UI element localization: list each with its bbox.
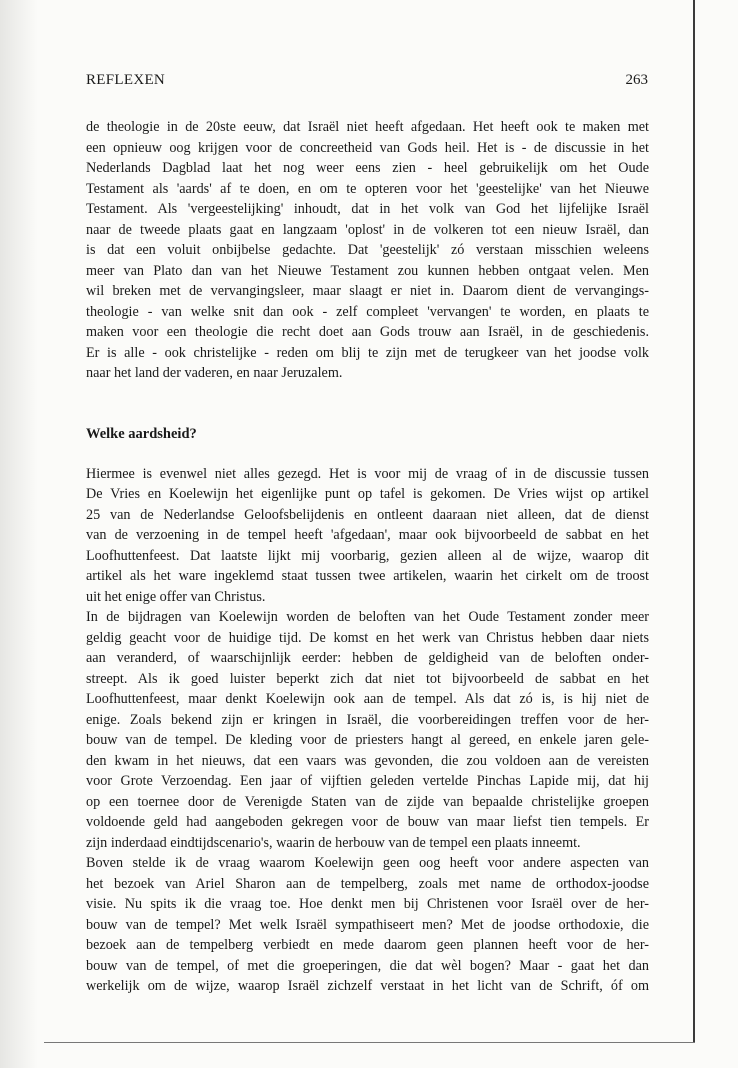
page-header	[86, 72, 648, 94]
text-line: is dat een voluit onbijbelse gedachte. Dat 'geestelijk' zó verstaan misschien weleens	[86, 242, 649, 258]
text-line: visie. Nu spits ik die vraag toe. Hoe denkt men bij Christenen voor Israël over de her-	[86, 896, 649, 912]
text-line: bouw van de tempel, of met die groeperingen, die dat wèl bogen? Maar - gaat het dan	[86, 957, 649, 974]
page-edge-right	[693, 0, 695, 1042]
text-line: 25 van de Nederlandse Geloofsbelijdenis en ontleent daaraan niet alleen, dat de dienst	[86, 506, 649, 523]
paragraph-3	[86, 607, 649, 853]
binding-shadow	[0, 0, 38, 1068]
text-line: werkelijk om de wijze, waarop Israël zichzelf verstaat in het licht van de Schrift, óf om	[86, 978, 649, 994]
text-line: bouw van de tempel. De kleding voor de priesters hangt al gereed, en enkele jaren gele-	[86, 732, 649, 748]
text-line: de theologie in de 20ste eeuw, dat Israël niet heeft afgedaan. Het heeft ook te maken met	[86, 119, 649, 135]
text-line: wil breken met de vervangingsleer, maar slaagt er niet in. Daarom dient de vervangings-	[86, 283, 649, 299]
text-line: theologie - van welke snit dan ook - zelf compleet 'vervangen' te worden, en plaats te	[86, 303, 649, 320]
text-line: aan veranderd, of waarschijnlijk eerder: hebben de geldigheid van de beloften onder-	[86, 650, 649, 666]
text-line: geldig geacht voor de huidige tijd. De komst en het werk van Christus hebben daar niets	[86, 629, 649, 646]
text-line: bezoek aan de tempelberg verbiedt en mede daarom geen plannen heeft voor de her-	[86, 937, 649, 953]
section-heading: Welke aardsheid?	[86, 425, 197, 442]
text-line: den kwam in het nieuws, dat een vaars was gevonden, die zou voldoen aan de vereisten	[86, 752, 649, 769]
text-line: Testament. Als 'vergeestelijking' inhoudt, dat in het volk van God het lijfelijke Israël	[86, 201, 649, 217]
text-line: artikel als het ware ingeklemd staat tussen twee artikelen, waarin het cirkelt om de troost	[86, 568, 649, 584]
text-line: In de bijdragen van Koelewijn worden de beloften van het Oude Testament zonder meer	[86, 609, 649, 625]
text-line: op een toernee door de Verenigde Staten van de zijde van bepaalde christelijke groepen	[86, 793, 649, 810]
text-line: van de verzoening in de tempel heeft 'afgedaan', maar ook bijvoorbeeld de sabbat en het	[86, 527, 649, 543]
text-line: het bezoek van Ariel Sharon aan de tempelberg, zoals met name de orthodox-joodse	[86, 875, 649, 892]
page-number: 263	[625, 72, 648, 88]
text-line: Er is alle - ook christelijke - reden om blij te zijn met de terugkeer van het joodse volk	[86, 344, 649, 361]
text-line: uit het enige offer van Christus.	[86, 588, 266, 605]
body-text	[86, 117, 649, 997]
text-line: naar het land der vaderen, en naar Jeruzalem.	[86, 365, 343, 381]
text-line: naar de tweede plaats gaat en langzaam 'oplost' in de volkeren tot een nieuw Israël, dan	[86, 221, 649, 238]
text-line: Nederlands Dagblad laat het nog weer eens zien - heel gebruikelijk om het Oude	[86, 160, 649, 176]
text-line: Loofhuttenfeest. Dat laatste lijkt mij voorbarig, gezien alleen al de wijze, waarop dit	[86, 547, 649, 564]
text-line: bouw van de tempel? Met welk Israël sympathiseert men? Met de joodse orthodoxie, die	[86, 916, 649, 933]
text-line: streept. Als ik goed luister beperkt zich dat niet tot bijvoorbeeld de sabbat en het	[86, 670, 649, 687]
text-line: Testament als 'aards' af te doen, en om te opteren voor het 'geestelijke' van het Nieuwe	[86, 180, 649, 197]
page-edge-bottom	[44, 1042, 695, 1043]
text-line: Boven stelde ik de vraag waarom Koelewijn geen oog heeft voor andere aspecten van	[86, 855, 649, 871]
text-line: meer van Plato dan van het Nieuwe Testament zou kunnen hebben ontgaat velen. Men	[86, 262, 649, 279]
text-line: voor Grote Verzoendag. Een jaar of vijftien geleden vertelde Pinchas Lapide mij, dat hij	[86, 773, 649, 789]
text-line: Loofhuttenfeest, maar denkt Koelewijn ook aan de tempel. Als dat zó is, is hij niet de	[86, 691, 649, 707]
paragraph-4	[86, 853, 649, 997]
paragraph-1	[86, 117, 649, 384]
running-head: REFLEXEN	[86, 72, 166, 88]
text-line: een opnieuw oog krijgen voor de concreetheid van Gods heil. Het is - de discussie in het	[86, 139, 649, 156]
text-line: zijn inderdaad eindtijdscenario's, waarin de herbouw van de tempel een plaats inneemt.	[86, 834, 581, 851]
text-line: Hiermee is evenwel niet alles gezegd. Het is voor mij de vraag of in de discussie tussen	[86, 465, 649, 482]
text-line: De Vries en Koelewijn het eigenlijke punt op tafel is gekomen. De Vries wijst op artikel	[86, 486, 649, 502]
paragraph-2	[86, 464, 649, 608]
text-line: voldoende geld had aangeboden gekregen voor de bouw van maar liefst tien tempels. Er	[86, 814, 649, 830]
text-line: enige. Zoals bekend zijn er kringen in Israël, die voorbereidingen treffen voor de her-	[86, 711, 649, 728]
text-line: maken voor een theologie die recht doet aan Gods trouw aan Israël, in de geschiedenis.	[86, 324, 649, 340]
